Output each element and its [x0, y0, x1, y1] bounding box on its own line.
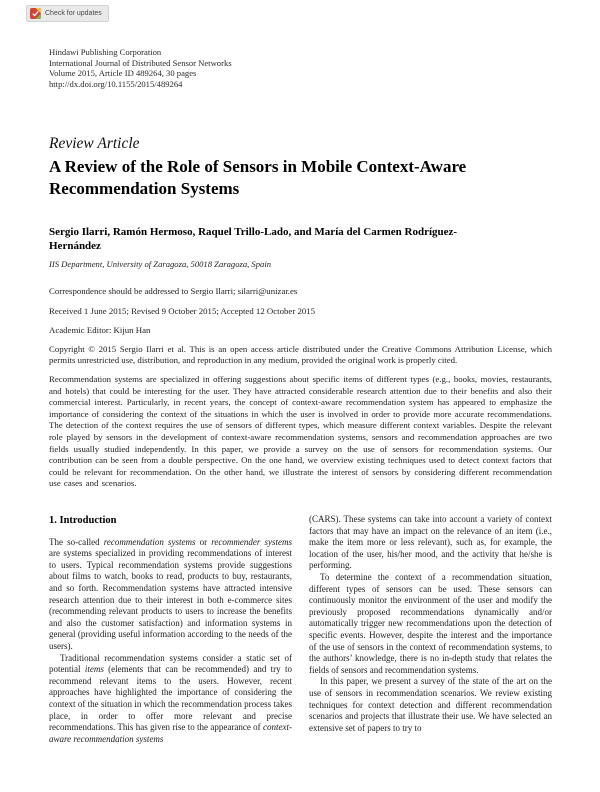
article-title: A Review of the Role of Sensors in Mobile Context-Aware Recommendation Systems — [49, 157, 467, 198]
intro-paragraph-5: In this paper, we present a survey of the state of the art on the use of sensors in recommendation scenarios. We review existing techniques for context detection and different recommendation scenarios and projects that illustrate their use. We have selected an extensive set of papers to try to — [309, 676, 552, 733]
intro-paragraph-1: The so-called recommendation systems or recommender systems are systems specialized in providing recommendations of interest to users. Typical recommendation systems provide suggestions about films to watch, books to read, products to buy, restaurants, and so forth. Recommendation systems have attracted intensive research attention due to their interest in both e-commerce sites (recommending relevant products to users to increase the benefits and also the customer satisfaction) and information systems in general (providing useful information according to the needs of the users). — [49, 536, 292, 651]
received-revised-accepted-line: Received 1 June 2015; Revised 9 October 2015; Accepted 12 October 2015 — [49, 306, 316, 316]
intro-paragraph-2: Traditional recommendation systems consider a static set of potential items (elements that can be recommended) and try to recommend relevant items to the users. However, recent approaches have highlighted the importance of considering the context of the situation in which the recommendation process takes place, in order to offer more relevant and precise recommendations. This has given rise to the appearance of context-aware recommendation systems — [49, 652, 292, 744]
left-column — [49, 514, 292, 745]
affiliation-line: IIS Department, University of Zaragoza, 50018 Zaragoza, Spain — [49, 259, 272, 269]
right-column — [309, 514, 552, 745]
volume-article-id: Volume 2015, Article ID 489264, 30 pages — [49, 68, 197, 79]
section-heading-introduction: 1. Introduction — [49, 515, 117, 526]
correspondence-line: Correspondence should be addressed to Sergio Ilarri; silarri@unizar.es — [49, 286, 298, 296]
abstract-text: Recommendation systems are specialized in offering suggestions about specific items of different types (e.g., books, movies, restaurants, and hotels) that could be interesting for the user. They have attracted considerable research attention due to their benefits and also their commercial interest. Particularly, in recent years, the concept of context-aware recommendation system has appeared to emphasize the importance of considering the context of the situations in which the user is involved in order to provide more accurate recommendations. The detection of the context requires the use of sensors of different types, which measure different context variables. Despite the relevant role played by sensors in the development of context-aware recommendation systems, sensors and recommendation approaches are two fields usually studied independently. In this paper, we provide a survey on the use of sensors for recommendation systems. Our contribution can be seen from a double perspective. On the one hand, we overview existing techniques used to detect context factors that could be relevant for recommendation. On the other hand, we illustrate the interest of sensors by considering different recommendation use cases and scenarios. — [49, 374, 552, 489]
publisher-name: Hindawi Publishing Corporation — [49, 47, 162, 57]
copyright-notice: Copyright © 2015 Sergio Ilarri et al. This is an open access article distributed under the Creative Commons Attribution License, which permits unrestricted use, distribution, and reproduction in any medium, provided the original work is properly cited. — [49, 344, 552, 366]
check-for-updates-badge[interactable] — [26, 5, 109, 22]
academic-editor-line: Academic Editor: Kijun Han — [49, 325, 151, 335]
doi-link[interactable]: http://dx.doi.org/10.1155/2015/489264 — [49, 78, 183, 89]
crossmark-logo-icon — [30, 8, 41, 19]
intro-paragraph-4: To determine the context of a recommendation situation, different types of sensors can be used. These sensors can continuously monitor the environment of the user and modify the previously proposed recommendations dynamically and/or automatically trigger new recommendations upon the detection of specific events. However, despite the interest and the importance of the use of sensors in the context of recommendation systems, to the authors’ knowledge, there is no in-depth study that relates the fields of sensors and recommendation systems. — [309, 571, 552, 675]
journal-header — [49, 47, 232, 89]
intro-paragraph-3: (CARS). These systems can take into account a variety of context factors that may have an impact on the relevance of an item (i.e., make the item more or less relevant), such as, for example, the location of the user, his/her mood, and the activity that he/she is performing. — [309, 514, 552, 571]
body-columns — [49, 514, 552, 745]
authors-line: Sergio Ilarri, Ramón Hermoso, Raquel Trillo-Lado, and María del Carmen Rodríguez-Hernández — [49, 226, 458, 252]
article-type-label: Review Article — [49, 135, 140, 152]
journal-name: International Journal of Distributed Sensor Networks — [49, 57, 232, 68]
check-for-updates-label: Check for updates — [45, 10, 102, 17]
